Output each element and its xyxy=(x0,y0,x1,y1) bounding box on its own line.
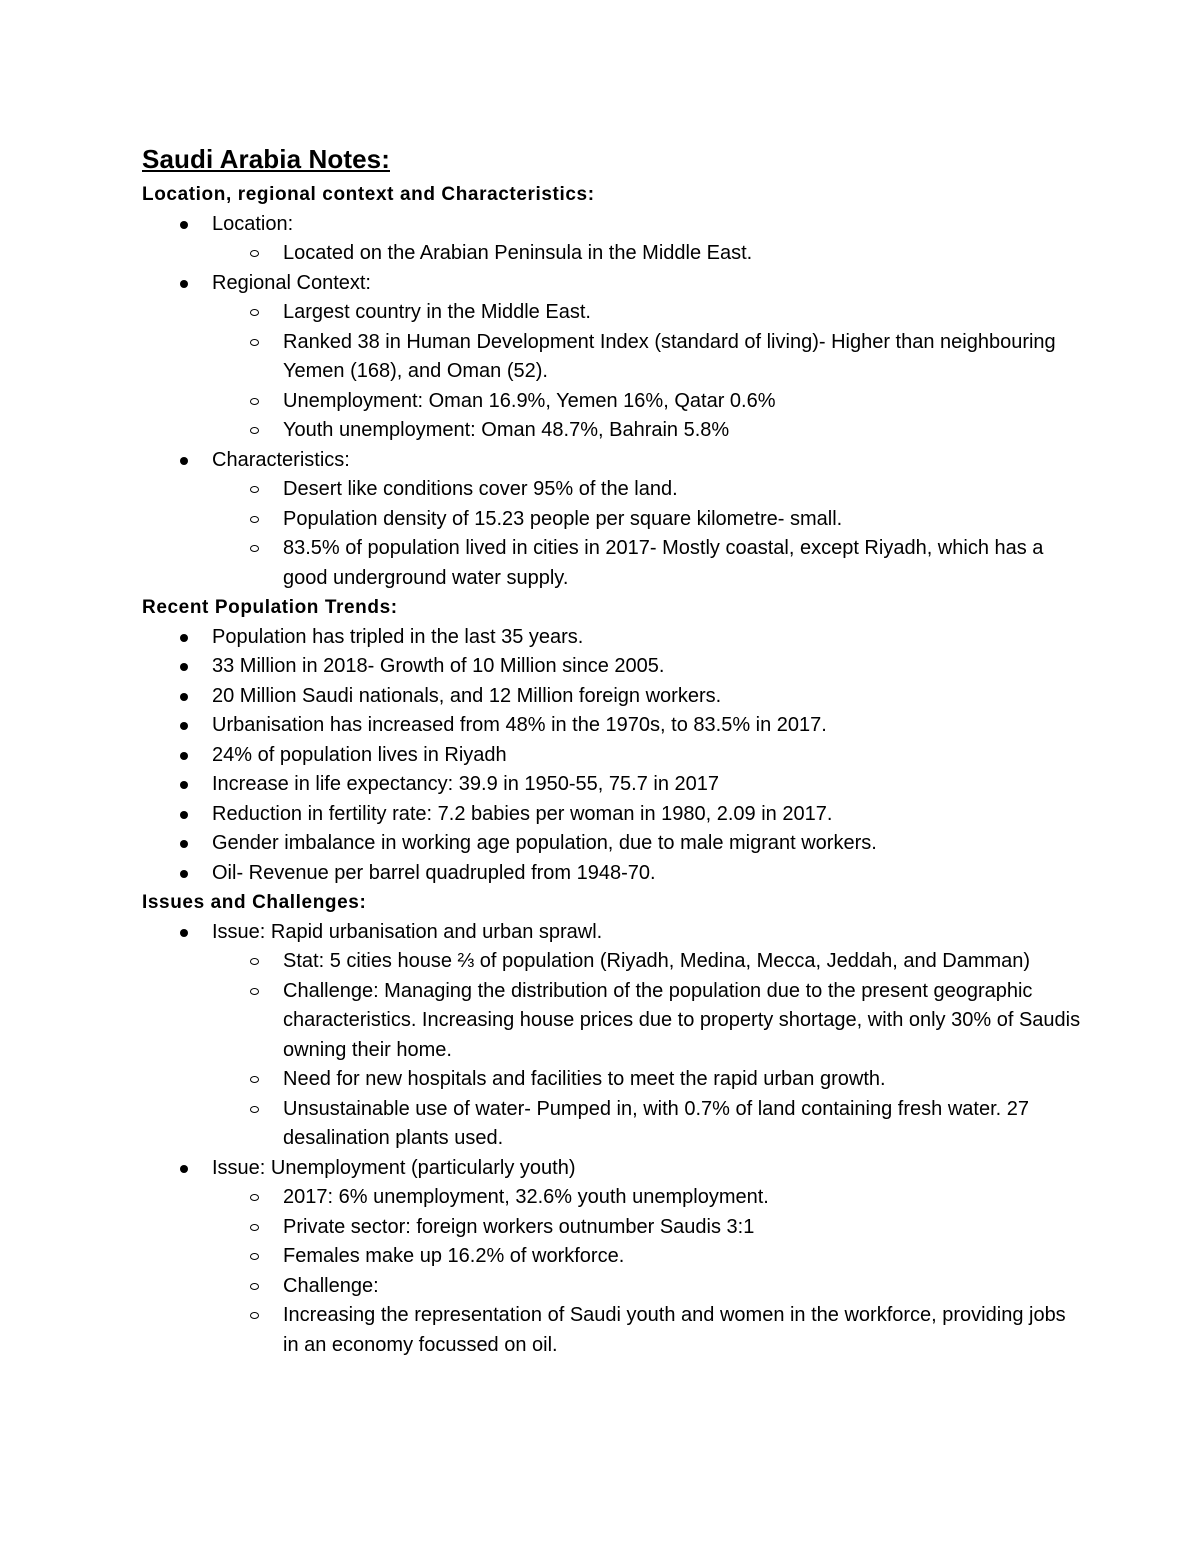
list-item-text: Increase in life expectancy: 39.9 in 1950-55, 75.7 in 2017 xyxy=(212,773,720,795)
sub-list-container xyxy=(142,947,1082,1154)
sub-list-item-text: Private sector: foreign workers outnumber Saudis 3:1 xyxy=(283,1215,755,1238)
hollow-bullet-icon xyxy=(250,398,259,405)
sub-list-container xyxy=(142,1183,1082,1360)
list-item xyxy=(142,269,1082,299)
section-heading: Location, regional context and Characteristics: xyxy=(142,184,595,205)
list-item xyxy=(142,1154,1082,1184)
sub-list-item-text: Unsustainable use of water- Pumped in, with 0.7% of land containing fresh water. 27 desalination plants used. xyxy=(283,1097,1029,1149)
list-item-text: 24% of population lives in Riyadh xyxy=(212,743,507,766)
sub-list-item xyxy=(142,1272,1082,1302)
list-item-text: Gender imbalance in working age population, due to male migrant workers. xyxy=(212,832,877,854)
list-item xyxy=(142,682,1082,712)
hollow-bullet-icon xyxy=(250,250,259,257)
hollow-bullet-icon xyxy=(250,309,259,316)
hollow-bullet-icon xyxy=(250,988,259,995)
sub-list-item xyxy=(142,475,1082,505)
hollow-bullet-icon xyxy=(250,1312,259,1319)
sub-list-item xyxy=(142,387,1082,417)
sub-list-item-text: Ranked 38 in Human Development Index (standard of living)- Higher than neighbouring Yemen (168), and Oman (52). xyxy=(283,330,1056,382)
sub-list-item xyxy=(142,947,1082,977)
sub-list-item-text: 2017: 6% unemployment, 32.6% youth unemployment. xyxy=(283,1186,769,1208)
filled-bullet-icon xyxy=(180,722,188,730)
sub-list-item-text: Located on the Arabian Peninsula in the Middle East. xyxy=(283,242,753,264)
list-item xyxy=(142,652,1082,682)
filled-bullet-icon xyxy=(180,634,188,642)
sub-list-item-text: Largest country in the Middle East. xyxy=(283,301,591,323)
sub-list-item xyxy=(142,977,1082,1066)
hollow-bullet-icon xyxy=(250,545,259,552)
sub-list-item xyxy=(142,298,1082,328)
list-item xyxy=(142,800,1082,830)
sub-list-item-text: Increasing the representation of Saudi youth and women in the workforce, providing jobs in an economy focussed on oil. xyxy=(283,1304,1066,1356)
hollow-bullet-icon xyxy=(250,1194,259,1201)
list-item-text: Regional Context: xyxy=(212,271,371,294)
list-item xyxy=(142,741,1082,771)
sub-list-item xyxy=(142,1301,1082,1360)
filled-bullet-icon xyxy=(180,693,188,701)
sub-list-container xyxy=(142,239,1082,269)
sub-list-item xyxy=(142,505,1082,535)
list-item-text: 33 Million in 2018- Growth of 10 Million since 2005. xyxy=(212,655,665,677)
list-item xyxy=(142,446,1082,476)
hollow-bullet-icon xyxy=(250,427,259,434)
hollow-bullet-icon xyxy=(250,516,259,523)
hollow-bullet-icon xyxy=(250,1283,259,1290)
list-item xyxy=(142,210,1082,240)
filled-bullet-icon xyxy=(180,457,188,465)
list-item xyxy=(142,829,1082,859)
page-title: Saudi Arabia Notes: xyxy=(142,144,390,174)
list-item-text: Characteristics: xyxy=(212,448,350,471)
filled-bullet-icon xyxy=(180,752,188,760)
filled-bullet-icon xyxy=(180,840,188,848)
sub-list-item xyxy=(142,416,1082,446)
sub-list-item xyxy=(142,239,1082,269)
list-item-text: Urbanisation has increased from 48% in the 1970s, to 83.5% in 2017. xyxy=(212,714,827,736)
sub-bullet-list xyxy=(212,475,1082,593)
list-item-text: Issue: Unemployment (particularly youth) xyxy=(212,1156,576,1179)
sub-bullet-list xyxy=(212,1183,1082,1360)
section-heading: Recent Population Trends: xyxy=(142,597,398,618)
notes-body xyxy=(142,180,1082,1360)
bullet-list xyxy=(142,210,1082,594)
hollow-bullet-icon xyxy=(250,1076,259,1083)
bullet-list xyxy=(142,918,1082,1361)
sub-bullet-list xyxy=(212,239,1082,269)
filled-bullet-icon xyxy=(180,929,188,937)
filled-bullet-icon xyxy=(180,1165,188,1173)
list-item-text: Reduction in fertility rate: 7.2 babies per woman in 1980, 2.09 in 2017. xyxy=(212,802,833,825)
list-item-text: 20 Million Saudi nationals, and 12 Million foreign workers. xyxy=(212,684,722,707)
sub-list-item-text: 83.5% of population lived in cities in 2017- Mostly coastal, except Riyadh, which has a good underground water supply. xyxy=(283,537,1044,589)
sub-list-item-text: Stat: 5 cities house ⅔ of population (Riyadh, Medina, Mecca, Jeddah, and Damman) xyxy=(283,950,1031,972)
sub-list-item xyxy=(142,1242,1082,1272)
sub-list-item-text: Youth unemployment: Oman 48.7%, Bahrain 5.8% xyxy=(283,419,730,441)
list-item xyxy=(142,770,1082,800)
sub-list-item-text: Females make up 16.2% of workforce. xyxy=(283,1245,625,1267)
list-item-text: Oil- Revenue per barrel quadrupled from 1948-70. xyxy=(212,861,656,884)
filled-bullet-icon xyxy=(180,781,188,789)
sub-list-item-text: Population density of 15.23 people per square kilometre- small. xyxy=(283,507,843,530)
filled-bullet-icon xyxy=(180,663,188,671)
sub-list-item-text: Challenge: xyxy=(283,1274,379,1297)
hollow-bullet-icon xyxy=(250,486,259,493)
list-item xyxy=(142,859,1082,889)
list-item xyxy=(142,623,1082,653)
list-item-text: Population has tripled in the last 35 years. xyxy=(212,625,584,648)
sub-list-item-text: Unemployment: Oman 16.9%, Yemen 16%, Qatar 0.6% xyxy=(283,389,776,412)
bullet-list xyxy=(142,623,1082,889)
sub-list-item xyxy=(142,1095,1082,1154)
hollow-bullet-icon xyxy=(250,339,259,346)
sub-bullet-list xyxy=(212,947,1082,1154)
sub-list-item-text: Challenge: Managing the distribution of the population due to the present geographic characteristics. Increasing house prices due to property shortage, with only 30% of Saudis owning their home. xyxy=(283,979,1081,1061)
sub-bullet-list xyxy=(212,298,1082,446)
list-item xyxy=(142,711,1082,741)
sub-list-item xyxy=(142,1183,1082,1213)
sub-list-container xyxy=(142,298,1082,446)
sub-list-container xyxy=(142,475,1082,593)
list-item xyxy=(142,918,1082,948)
hollow-bullet-icon xyxy=(250,1224,259,1231)
hollow-bullet-icon xyxy=(250,958,259,965)
filled-bullet-icon xyxy=(180,221,188,229)
hollow-bullet-icon xyxy=(250,1106,259,1113)
sub-list-item xyxy=(142,1065,1082,1095)
section-heading: Issues and Challenges: xyxy=(142,892,367,913)
sub-list-item-text: Desert like conditions cover 95% of the land. xyxy=(283,478,678,500)
sub-list-item-text: Need for new hospitals and facilities to meet the rapid urban growth. xyxy=(283,1068,886,1090)
filled-bullet-icon xyxy=(180,870,188,878)
sub-list-item xyxy=(142,534,1082,593)
list-item-text: Issue: Rapid urbanisation and urban sprawl. xyxy=(212,920,603,943)
filled-bullet-icon xyxy=(180,811,188,819)
filled-bullet-icon xyxy=(180,280,188,288)
list-item-text: Location: xyxy=(212,212,294,235)
hollow-bullet-icon xyxy=(250,1253,259,1260)
sub-list-item xyxy=(142,1213,1082,1243)
sub-list-item xyxy=(142,328,1082,387)
document-page xyxy=(142,142,1082,1360)
